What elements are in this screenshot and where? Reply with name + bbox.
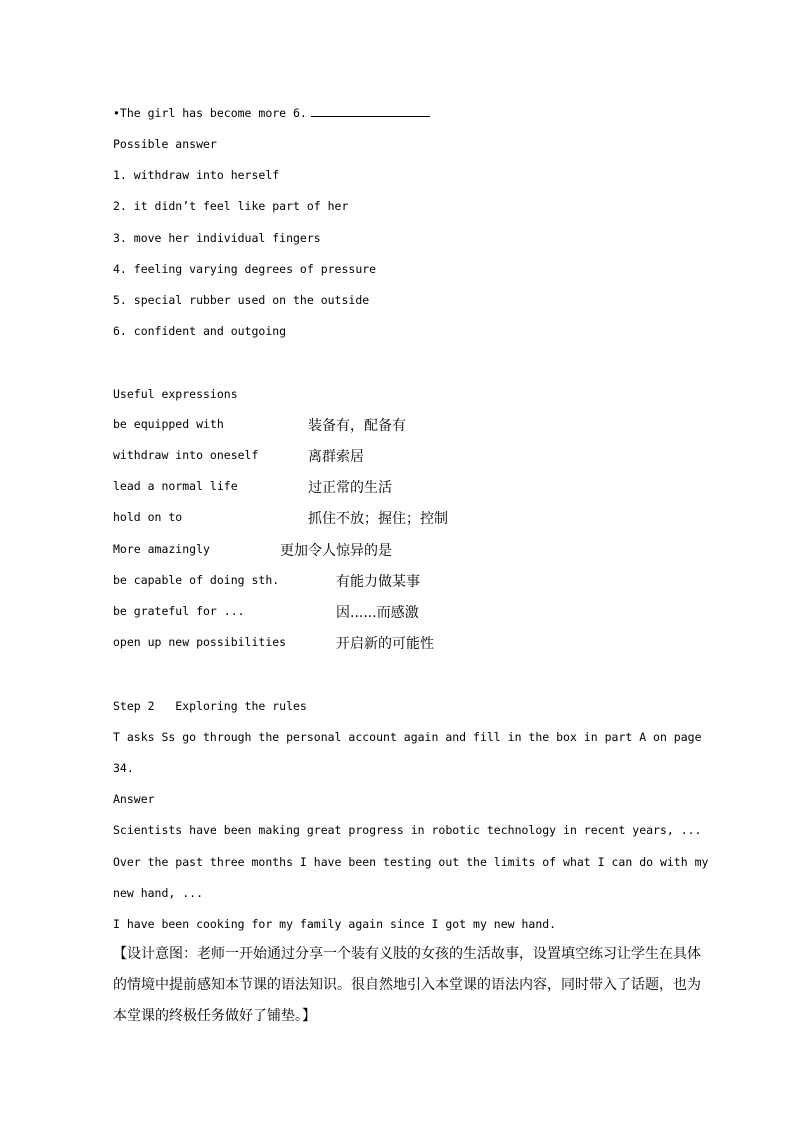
expression-row	[113, 508, 713, 526]
expression-chinese: 因......而感激	[336, 605, 419, 621]
answer-item-3: 3. move her individual fingers	[113, 231, 321, 245]
expression-chinese: 抓住不放；握住；控制	[308, 511, 448, 527]
fill-in-prefix: •The girl has become more 6.	[113, 106, 307, 120]
expression-row	[113, 415, 713, 433]
example-sentence-3: I have been cooking for my family again since I got my new hand.	[113, 917, 557, 931]
expression-row	[113, 633, 713, 651]
example-sentence-2-line1: Over the past three months I have been testing out the limits of what I can do with my	[113, 855, 709, 869]
expression-english: be equipped with	[113, 417, 224, 431]
expression-row	[113, 446, 713, 464]
expression-english: open up new possibilities	[113, 635, 287, 649]
expression-english: hold on to	[113, 510, 183, 524]
step2-answer-label: Answer	[113, 792, 155, 806]
answer-item-6: 6. confident and outgoing	[113, 324, 287, 338]
answer-blank	[311, 107, 430, 117]
example-sentence-1: Scientists have been making great progress in robotic technology in recent years, ...	[113, 823, 702, 837]
useful-expressions-heading: Useful expressions	[113, 387, 238, 401]
step2-instruction-line1: T asks Ss go through the personal account again and fill in the box in part A on page	[113, 730, 702, 744]
design-intent-paragraph: 【设计意图：老师一开始通过分享一个装有义肢的女孩的生活故事，设置填空练习让学生在具体的情境中提前感知本节课的语法知识。很自然地引入本堂课的语法内容，同时带入了话题，也为本堂课的终极任务做好了铺垫。】	[113, 946, 701, 1024]
step2-title: Step 2 Exploring the rules	[113, 699, 307, 713]
answer-item-2: 2. it didn’t feel like part of her	[113, 199, 349, 213]
answer-item-4: 4. feeling varying degrees of pressure	[113, 262, 377, 276]
expression-english: withdraw into oneself	[113, 448, 259, 462]
expression-row	[113, 477, 713, 495]
expression-english: More amazingly	[113, 542, 210, 556]
expression-row	[113, 571, 713, 589]
possible-answer-heading: Possible answer	[113, 137, 217, 151]
expression-english: lead a normal life	[113, 479, 238, 493]
step2-instruction-line2: 34.	[113, 761, 134, 775]
expression-row	[113, 602, 713, 620]
answer-item-1: 1. withdraw into herself	[113, 168, 280, 182]
expression-chinese: 装备有，配备有	[308, 418, 406, 434]
expression-english: be capable of doing sth.	[113, 573, 280, 587]
fill-in-sentence	[113, 105, 430, 121]
expression-row	[113, 540, 713, 558]
expression-chinese: 离群索居	[308, 449, 364, 465]
expression-english: be grateful for ...	[113, 604, 245, 618]
expression-chinese: 更加令人惊异的是	[280, 543, 392, 559]
example-sentence-2-line2: new hand, ...	[113, 886, 204, 900]
expression-chinese: 开启新的可能性	[336, 636, 434, 652]
expression-chinese: 过正常的生活	[308, 480, 392, 496]
expression-chinese: 有能力做某事	[336, 574, 420, 590]
answer-item-5: 5. special rubber used on the outside	[113, 293, 370, 307]
